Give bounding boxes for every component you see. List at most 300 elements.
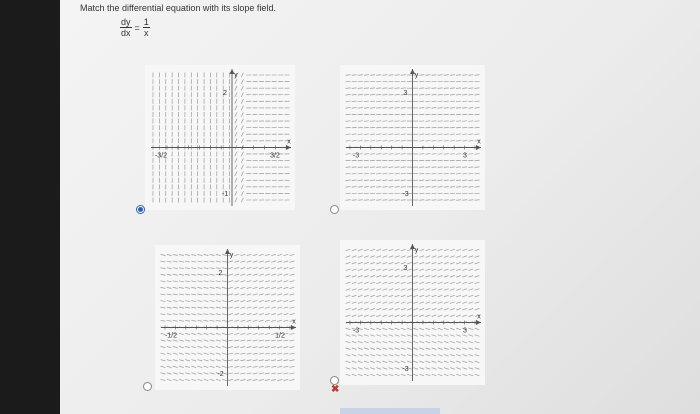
- slope-segment: [407, 256, 412, 258]
- slope-segment: [382, 269, 387, 271]
- slope-segment: [364, 275, 369, 277]
- slope-segment: [179, 294, 184, 295]
- slope-segment: [346, 354, 351, 356]
- slope-segment: [468, 249, 473, 251]
- slope-segment: [358, 361, 363, 363]
- slope-segment: [358, 368, 363, 370]
- slope-segment: [407, 302, 412, 304]
- slope-segment: [438, 368, 443, 370]
- slope-segment: [395, 374, 400, 376]
- slope-segment: [444, 335, 449, 337]
- slope-segment: [376, 269, 381, 271]
- slope-segment: [179, 255, 184, 256]
- slope-segment: [185, 287, 190, 288]
- slope-segment: [419, 295, 424, 297]
- y-tick-label-top: 2: [223, 90, 227, 97]
- slope-segment: [235, 191, 237, 195]
- slope-segment: [216, 301, 221, 302]
- slope-segment: [438, 315, 443, 317]
- slope-segment: [259, 267, 264, 268]
- slope-segment: [247, 254, 252, 255]
- slope-segment: [222, 340, 227, 341]
- slope-segment: [425, 328, 430, 330]
- slope-segment: [179, 346, 184, 347]
- slope-segment: [456, 374, 461, 376]
- slope-segment: [204, 301, 209, 302]
- slope-segment: [438, 374, 443, 376]
- slope-segment: [376, 335, 381, 337]
- option-b-radio[interactable]: [330, 205, 339, 214]
- slope-segment: [456, 354, 461, 356]
- slope-field-svg: [340, 65, 485, 210]
- slope-segment: [290, 380, 295, 381]
- slope-segment: [468, 374, 473, 376]
- slope-segment: [283, 300, 288, 301]
- slope-segment: [235, 93, 237, 97]
- slope-segment: [358, 354, 363, 356]
- slope-segment: [389, 302, 394, 304]
- y-tick-label-top: 3: [403, 265, 408, 272]
- slope-segment: [450, 348, 455, 350]
- slope-segment: [253, 360, 258, 361]
- slope-segment: [234, 267, 239, 268]
- slope-segment: [222, 274, 227, 275]
- slope-segment: [235, 139, 237, 143]
- slope-segment: [283, 373, 288, 374]
- slope-segment: [395, 368, 400, 370]
- slope-segment: [395, 275, 400, 277]
- slope-segment: [167, 268, 172, 269]
- slope-segment: [185, 340, 190, 341]
- slope-segment: [191, 333, 196, 334]
- slope-segment: [456, 282, 461, 284]
- slope-segment: [364, 256, 369, 258]
- slope-segment: [234, 274, 239, 275]
- slope-segment: [161, 320, 166, 321]
- slope-segment: [425, 282, 430, 284]
- slope-segment: [241, 99, 243, 103]
- slope-segment: [358, 249, 363, 251]
- slope-segment: [450, 256, 455, 258]
- slope-segment: [352, 361, 357, 363]
- slope-segment: [290, 261, 295, 262]
- slope-segment: [228, 366, 233, 367]
- slope-segment: [259, 353, 264, 354]
- slope-segment: [382, 262, 387, 264]
- slope-segment: [265, 281, 270, 282]
- slope-segment: [456, 249, 461, 251]
- slope-segment: [358, 275, 363, 277]
- slope-segment: [364, 262, 369, 264]
- slope-segment: [253, 373, 258, 374]
- slope-segment: [370, 289, 375, 291]
- slope-segment: [161, 307, 166, 308]
- slope-segment: [216, 287, 221, 288]
- slope-segment: [204, 320, 209, 321]
- slope-segment: [197, 379, 202, 380]
- slope-segment: [395, 256, 400, 258]
- slope-segment: [247, 340, 252, 341]
- slope-segment: [222, 287, 227, 288]
- slope-segment: [407, 289, 412, 291]
- slope-segment: [234, 366, 239, 367]
- slope-segment: [358, 302, 363, 304]
- x-tick-label-left: -3/2: [154, 152, 168, 160]
- slope-segment: [401, 354, 406, 356]
- slope-segment: [370, 269, 375, 271]
- slope-segment: [210, 379, 215, 380]
- slope-segment: [240, 313, 245, 314]
- slope-segment: [210, 366, 215, 367]
- slope-segment: [210, 281, 215, 282]
- slope-segment: [475, 275, 480, 277]
- slope-segment: [401, 308, 406, 310]
- slope-segment: [450, 262, 455, 264]
- slope-segment: [191, 360, 196, 361]
- slope-segment: [389, 335, 394, 337]
- slope-segment: [364, 282, 369, 284]
- slope-segment: [161, 287, 166, 288]
- slope-segment: [265, 287, 270, 288]
- slope-segment: [419, 341, 424, 343]
- slope-segment: [235, 158, 237, 162]
- slope-segment: [167, 294, 172, 295]
- slope-segment: [376, 249, 381, 251]
- slope-segment: [277, 261, 282, 262]
- option-a-radio[interactable]: [136, 205, 145, 214]
- slope-segment: [241, 171, 243, 175]
- slope-segment: [283, 347, 288, 348]
- slope-segment: [438, 308, 443, 310]
- slope-segment: [290, 353, 295, 354]
- slope-segment: [240, 360, 245, 361]
- slope-segment: [389, 262, 394, 264]
- slope-segment: [247, 287, 252, 288]
- slope-segment: [382, 368, 387, 370]
- slope-segment: [283, 287, 288, 288]
- slope-segment: [475, 282, 480, 284]
- slope-segment: [475, 354, 480, 356]
- slope-segment: [277, 373, 282, 374]
- slope-segment: [389, 354, 394, 356]
- slope-segment: [438, 282, 443, 284]
- slope-segment: [173, 287, 178, 288]
- slope-segment: [179, 307, 184, 308]
- slope-field-svg: [145, 65, 295, 210]
- slope-segment: [358, 289, 363, 291]
- slope-segment: [395, 302, 400, 304]
- slope-segment: [346, 256, 351, 258]
- slope-segment: [475, 256, 480, 258]
- slope-segment: [191, 281, 196, 282]
- slope-segment: [432, 315, 437, 317]
- slope-segment: [413, 295, 418, 297]
- slope-segment: [450, 295, 455, 297]
- slope-segment: [444, 374, 449, 376]
- slope-segment: [240, 300, 245, 301]
- slope-segment: [259, 281, 264, 282]
- slope-segment: [222, 379, 227, 380]
- slope-segment: [253, 261, 258, 262]
- slope-segment: [475, 361, 480, 363]
- slope-segment: [358, 262, 363, 264]
- slope-segment: [241, 125, 243, 129]
- slope-field-plot-d: [340, 240, 485, 385]
- slope-segment: [401, 302, 406, 304]
- slope-segment: [376, 348, 381, 350]
- slope-segment: [382, 374, 387, 376]
- slope-segment: [283, 254, 288, 255]
- slope-segment: [185, 366, 190, 367]
- slope-segment: [290, 281, 295, 282]
- slope-segment: [352, 308, 357, 310]
- slope-segment: [475, 341, 480, 343]
- slope-segment: [395, 269, 400, 271]
- slope-segment: [456, 295, 461, 297]
- slope-segment: [389, 269, 394, 271]
- slope-segment: [419, 275, 424, 277]
- slope-segment: [352, 275, 357, 277]
- slope-segment: [346, 315, 351, 317]
- slope-segment: [185, 255, 190, 256]
- slope-segment: [241, 86, 243, 90]
- slope-segment: [167, 353, 172, 354]
- slope-segment: [185, 333, 190, 334]
- slope-segment: [444, 328, 449, 330]
- slope-segment: [401, 295, 406, 297]
- slope-segment: [265, 300, 270, 301]
- slope-segment: [179, 320, 184, 321]
- slope-segment: [265, 313, 270, 314]
- question-prompt: Match the differential equation with its slope field.: [80, 3, 276, 13]
- slope-segment: [425, 374, 430, 376]
- slope-segment: [364, 354, 369, 356]
- slope-segment: [438, 249, 443, 251]
- slope-segment: [240, 274, 245, 275]
- x-tick-label-right: 3/2: [270, 152, 280, 160]
- slope-segment: [253, 347, 258, 348]
- slope-segment: [376, 315, 381, 317]
- slope-segment: [370, 315, 375, 317]
- slope-segment: [247, 373, 252, 374]
- slope-segment: [240, 353, 245, 354]
- slope-segment: [370, 262, 375, 264]
- slope-segment: [413, 275, 418, 277]
- slope-segment: [407, 249, 412, 251]
- slope-segment: [185, 346, 190, 347]
- slope-segment: [241, 119, 243, 123]
- slope-segment: [456, 302, 461, 304]
- slope-segment: [462, 374, 467, 376]
- slope-segment: [210, 314, 215, 315]
- slope-field-plot-b: [340, 65, 485, 210]
- slope-segment: [222, 281, 227, 282]
- slope-segment: [222, 268, 227, 269]
- slope-segment: [204, 366, 209, 367]
- slope-segment: [265, 333, 270, 334]
- slope-segment: [407, 354, 412, 356]
- slope-segment: [271, 313, 276, 314]
- slope-segment: [222, 261, 227, 262]
- slope-segment: [277, 313, 282, 314]
- slope-segment: [456, 289, 461, 291]
- slope-segment: [450, 289, 455, 291]
- slope-segment: [382, 354, 387, 356]
- slope-segment: [191, 307, 196, 308]
- slope-segment: [389, 374, 394, 376]
- slope-segment: [450, 302, 455, 304]
- slope-segment: [468, 256, 473, 258]
- slope-segment: [247, 281, 252, 282]
- slope-segment: [185, 379, 190, 380]
- slope-segment: [253, 300, 258, 301]
- slope-segment: [364, 295, 369, 297]
- slope-segment: [228, 347, 233, 348]
- slope-segment: [468, 335, 473, 337]
- slope-segment: [401, 282, 406, 284]
- slope-segment: [197, 333, 202, 334]
- slope-segment: [438, 295, 443, 297]
- slope-segment: [475, 302, 480, 304]
- slope-segment: [290, 360, 295, 361]
- slope-segment: [432, 361, 437, 363]
- slope-segment: [241, 198, 243, 202]
- slope-segment: [456, 315, 461, 317]
- slope-segment: [382, 249, 387, 251]
- slope-segment: [475, 335, 480, 337]
- slope-segment: [247, 261, 252, 262]
- slope-segment: [210, 274, 215, 275]
- slope-segment: [475, 269, 480, 271]
- slope-segment: [456, 361, 461, 363]
- slope-segment: [277, 254, 282, 255]
- slope-segment: [364, 249, 369, 251]
- slope-segment: [346, 308, 351, 310]
- slope-segment: [253, 313, 258, 314]
- slope-segment: [346, 302, 351, 304]
- y-tick-label-bottom: -3: [402, 366, 409, 373]
- slope-segment: [438, 269, 443, 271]
- slope-segment: [234, 353, 239, 354]
- slope-segment: [283, 307, 288, 308]
- slope-segment: [395, 335, 400, 337]
- slope-segment: [185, 261, 190, 262]
- slope-segment: [376, 341, 381, 343]
- slope-segment: [389, 295, 394, 297]
- slope-segment: [376, 262, 381, 264]
- slope-segment: [173, 340, 178, 341]
- slope-segment: [346, 262, 351, 264]
- slope-field-svg: [340, 240, 485, 385]
- slope-segment: [407, 315, 412, 317]
- slope-segment: [419, 335, 424, 337]
- slope-segment: [395, 315, 400, 317]
- slope-segment: [346, 361, 351, 363]
- slope-segment: [401, 374, 406, 376]
- slope-segment: [265, 373, 270, 374]
- slope-segment: [228, 294, 233, 295]
- rhs-fraction: [143, 17, 150, 38]
- slope-segment: [432, 295, 437, 297]
- slope-segment: [425, 262, 430, 264]
- rhs-numerator: 1: [143, 17, 149, 27]
- slope-segment: [241, 152, 243, 156]
- slope-segment: [228, 353, 233, 354]
- slope-segment: [389, 348, 394, 350]
- rhs-denominator: x: [144, 28, 149, 38]
- slope-segment: [253, 294, 258, 295]
- slope-segment: [352, 249, 357, 251]
- slope-segment: [179, 333, 184, 334]
- slope-segment: [425, 269, 430, 271]
- slope-segment: [462, 341, 467, 343]
- slope-segment: [407, 335, 412, 337]
- slope-segment: [185, 274, 190, 275]
- slope-segment: [364, 269, 369, 271]
- slope-segment: [241, 93, 243, 97]
- slope-segment: [407, 361, 412, 363]
- slope-segment: [191, 301, 196, 302]
- slope-segment: [277, 287, 282, 288]
- slope-segment: [352, 348, 357, 350]
- slope-segment: [277, 300, 282, 301]
- slope-segment: [247, 333, 252, 334]
- y-axis-label: y: [234, 72, 238, 79]
- slope-segment: [425, 275, 430, 277]
- x-tick-label-left: -3: [352, 152, 360, 160]
- slope-segment: [432, 354, 437, 356]
- slope-segment: [216, 261, 221, 262]
- slope-segment: [475, 368, 480, 370]
- slope-segment: [456, 348, 461, 350]
- slope-segment: [216, 294, 221, 295]
- slope-segment: [204, 373, 209, 374]
- slope-segment: [228, 380, 233, 381]
- slope-segment: [432, 341, 437, 343]
- slope-segment: [283, 340, 288, 341]
- slope-segment: [247, 360, 252, 361]
- slope-segment: [413, 308, 418, 310]
- slope-segment: [468, 328, 473, 330]
- slope-field-svg: [155, 245, 300, 390]
- slope-segment: [271, 366, 276, 367]
- slope-segment: [468, 295, 473, 297]
- slope-segment: [352, 282, 357, 284]
- slope-segment: [240, 294, 245, 295]
- slope-segment: [444, 282, 449, 284]
- slope-segment: [346, 289, 351, 291]
- slope-segment: [438, 275, 443, 277]
- slope-segment: [247, 313, 252, 314]
- slope-segment: [370, 249, 375, 251]
- slope-segment: [216, 340, 221, 341]
- wrong-answer-mark-icon: ✖: [331, 384, 340, 395]
- slope-segment: [358, 374, 363, 376]
- slope-segment: [228, 340, 233, 341]
- slope-segment: [234, 320, 239, 321]
- slope-segment: [413, 269, 418, 271]
- slope-segment: [234, 340, 239, 341]
- slope-segment: [204, 333, 209, 334]
- slope-segment: [228, 320, 233, 321]
- option-c-radio[interactable]: [143, 382, 152, 391]
- slope-segment: [222, 307, 227, 308]
- slope-segment: [364, 348, 369, 350]
- slope-segment: [370, 302, 375, 304]
- slope-segment: [240, 261, 245, 262]
- slope-segment: [352, 341, 357, 343]
- slope-segment: [197, 307, 202, 308]
